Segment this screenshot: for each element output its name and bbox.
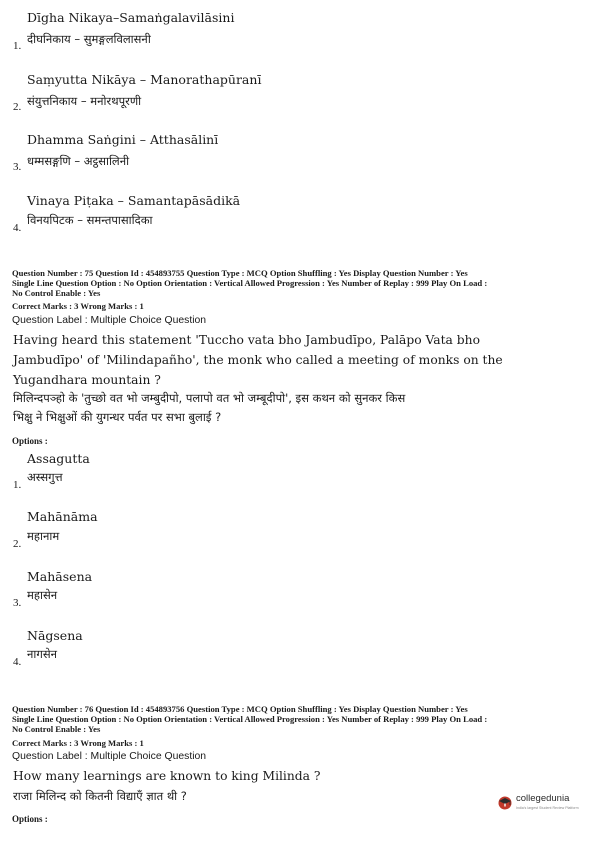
watermark-tagline: India's largest Student Review Platform — [516, 806, 579, 810]
q75-option-4-hindi: नागसेन — [27, 647, 57, 661]
prev-option-4-number: 4. — [13, 222, 22, 234]
q75-options-label: Options : — [12, 436, 48, 446]
q75-option-3-english: Mahāsena — [27, 569, 93, 584]
q75-option-4-english: Nāgsena — [27, 628, 83, 643]
q75-marks: Correct Marks : 3 Wrong Marks : 1 — [12, 301, 144, 311]
prev-option-2-number: 2. — [13, 101, 22, 113]
q75-option-1-english: Assagutta — [27, 451, 90, 466]
prev-option-2-english: Saṃyutta Nikāya – Manorathapūranī — [27, 72, 262, 87]
q75-meta-line-1: Question Number : 75 Question Id : 454893755 Question Type : MCQ Option Shuffling : Yes Display Question Number : Yes — [12, 268, 468, 278]
q76-marks: Correct Marks : 3 Wrong Marks : 1 — [12, 738, 144, 748]
q75-text-hi-line-2: भिक्षु ने भिक्षुओं की युगन्धर पर्वत पर सभा बुलाई ? — [13, 410, 222, 424]
graduation-cap-icon — [497, 794, 513, 810]
q75-text-en-line-2: Jambudīpo' of 'Milindapañho', the monk who called a meeting of monks on the — [13, 353, 503, 367]
q76-question-label: Question Label : Multiple Choice Question — [12, 751, 207, 762]
q75-meta-line-2: Single Line Question Option : No Option Orientation : Vertical Allowed Progression : Yes Number of Replay : 999 Play On Load : — [12, 278, 488, 288]
q75-option-2-hindi: महानाम — [27, 529, 60, 543]
q76-meta-line-2: Single Line Question Option : No Option Orientation : Vertical Allowed Progression : Yes Number of Replay : 999 Play On Load : — [12, 714, 488, 724]
q75-question-label: Question Label : Multiple Choice Question — [12, 315, 207, 326]
prev-option-1-english: Dīgha Nikaya–Samaṅgalavilāsini — [27, 10, 235, 25]
prev-option-4-hindi: विनयपिटक – समन्तपासादिका — [27, 213, 153, 227]
prev-option-1-hindi: दीघनिकाय – सुमङ्गलविलासनी — [27, 32, 151, 46]
q75-text-hi-line-1: मिलिन्दपञ्हो के 'तुच्छो वत भो जम्बुदीपो, पलापो वत भो जम्बूदीपो', इस कथन को सुनकर किस — [13, 391, 406, 405]
collegedunia-watermark — [497, 790, 579, 816]
q75-option-2-number: 2. — [13, 538, 22, 550]
prev-option-1-number: 1. — [13, 40, 22, 52]
prev-option-2-hindi: संयुत्तनिकाय – मनोरथपूरणी — [27, 94, 142, 108]
q75-option-3-hindi: महासेन — [27, 588, 58, 602]
watermark-name: collegedunia — [516, 793, 570, 804]
q75-meta-line-3: No Control Enable : Yes — [12, 288, 101, 298]
q75-text-en-line-1: Having heard this statement 'Tuccho vata bho Jambudīpo, Palāpo Vata bho — [13, 333, 480, 347]
q75-option-1-hindi: अस्सगुत्त — [27, 470, 63, 484]
q75-option-4-number: 4. — [13, 656, 22, 668]
q76-options-label: Options : — [12, 814, 48, 824]
q75-option-1-number: 1. — [13, 479, 22, 491]
q76-meta-line-3: No Control Enable : Yes — [12, 724, 101, 734]
q76-text-hi: राजा मिलिन्द को कितनी विद्याएँ ज्ञात थी ? — [13, 789, 187, 803]
prev-option-4-english: Vinaya Piṭaka – Samantapāsādikā — [27, 193, 241, 208]
q75-option-2-english: Mahānāma — [27, 509, 98, 524]
q76-meta-line-1: Question Number : 76 Question Id : 454893756 Question Type : MCQ Option Shuffling : Yes Display Question Number : Yes — [12, 704, 468, 714]
q75-option-3-number: 3. — [13, 597, 22, 609]
prev-option-3-hindi: धम्मसङ्गणि – अट्ठसालिनी — [27, 154, 130, 168]
q75-text-en-line-3: Yugandhara mountain ? — [13, 373, 161, 387]
q76-text-en: How many learnings are known to king Milinda ? — [13, 769, 321, 783]
prev-option-3-english: Dhamma Saṅgini – Atthasālinī — [27, 132, 219, 147]
prev-option-3-number: 3. — [13, 161, 22, 173]
